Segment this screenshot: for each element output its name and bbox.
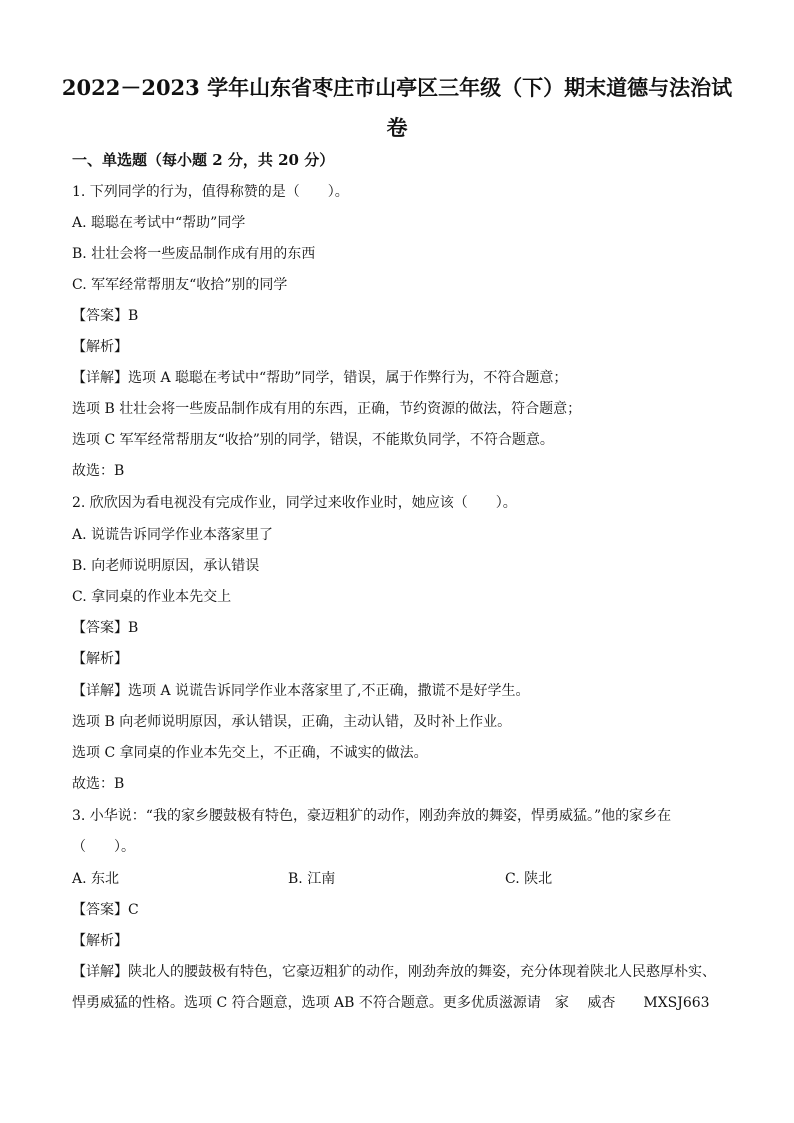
q1-detail-3: 选项 C 军军经常帮朋友“收拾”别的同学，错误，不能欺负同学，不符合题意。 [72, 432, 554, 448]
section-heading: 一、单选题（每小题 2 分，共 20 分） [72, 151, 335, 169]
q2-option-c: C. 拿同桌的作业本先交上 [72, 589, 232, 605]
q1-detail-1: 【详解】选项 A 聪聪在考试中“帮助”同学，错误，属于作弊行为，不符合题意； [72, 370, 568, 386]
q2-answer: 【答案】B [72, 620, 139, 636]
q3-stem-line2: （ ）。 [72, 839, 135, 855]
q1-stem: 1. 下列同学的行为，值得称赞的是（ ）。 [72, 184, 349, 200]
document-title-line2: 卷 [386, 115, 408, 140]
q2-option-a: A. 说谎告诉同学作业本落家里了 [72, 527, 274, 543]
q3-option-a: A. 东北 [72, 871, 120, 887]
q3-option-c: C. 陕北 [505, 871, 553, 887]
q1-analysis-label: 【解析】 [72, 339, 128, 355]
q3-option-b: B. 江南 [288, 871, 336, 887]
q2-detail-3: 选项 C 拿同桌的作业本先交上，不正确，不诚实的做法。 [72, 745, 428, 761]
q2-detail-2: 选项 B 向老师说明原因，承认错误，正确，主动认错，及时补上作业。 [72, 714, 512, 730]
q2-analysis-label: 【解析】 [72, 651, 128, 667]
q1-option-c: C. 军军经常帮朋友“收拾”别的同学 [72, 277, 288, 293]
q2-option-b: B. 向老师说明原因，承认错误 [72, 558, 260, 574]
q3-analysis-label: 【解析】 [72, 933, 128, 949]
q1-answer: 【答案】B [72, 308, 139, 324]
q1-option-b: B. 壮壮会将一些废品制作成有用的东西 [72, 246, 316, 262]
q2-choice: 故选：B [72, 776, 125, 792]
q2-stem: 2. 欣欣因为看电视没有完成作业，同学过来收作业时，她应该（ ）。 [72, 495, 517, 511]
q3-detail-1: 【详解】陕北人的腰鼓极有特色，它豪迈粗犷的动作，刚劲奔放的舞姿，充分体现着陕北人民憨厚朴实、 [72, 964, 716, 980]
q1-choice: 故选：B [72, 463, 125, 479]
q3-stem-line1: 3. 小华说：“我的家乡腰鼓极有特色，豪迈粗犷的动作，刚劲奔放的舞姿，悍勇威猛。”他的家乡在 [72, 808, 672, 824]
document-title-line1: 2022－2023 学年山东省枣庄市山亭区三年级（下）期末道德与法治试 [61, 75, 733, 100]
q3-detail-2: 悍勇威猛的性格。选项 C 符合题意，选项 AB 不符合题意。更多优质滋源请 家 威杏 MXSJ663 [72, 995, 710, 1011]
q3-options-row [72, 870, 722, 888]
q1-detail-2: 选项 B 壮壮会将一些废品制作成有用的东西，正确，节约资源的做法，符合题意； [72, 401, 582, 417]
q1-option-a: A. 聪聪在考试中“帮助”同学 [72, 215, 246, 231]
q2-detail-1: 【详解】选项 A 说谎告诉同学作业本落家里了,不正确，撒谎不是好学生。 [72, 683, 530, 699]
q3-answer: 【答案】C [72, 902, 139, 918]
